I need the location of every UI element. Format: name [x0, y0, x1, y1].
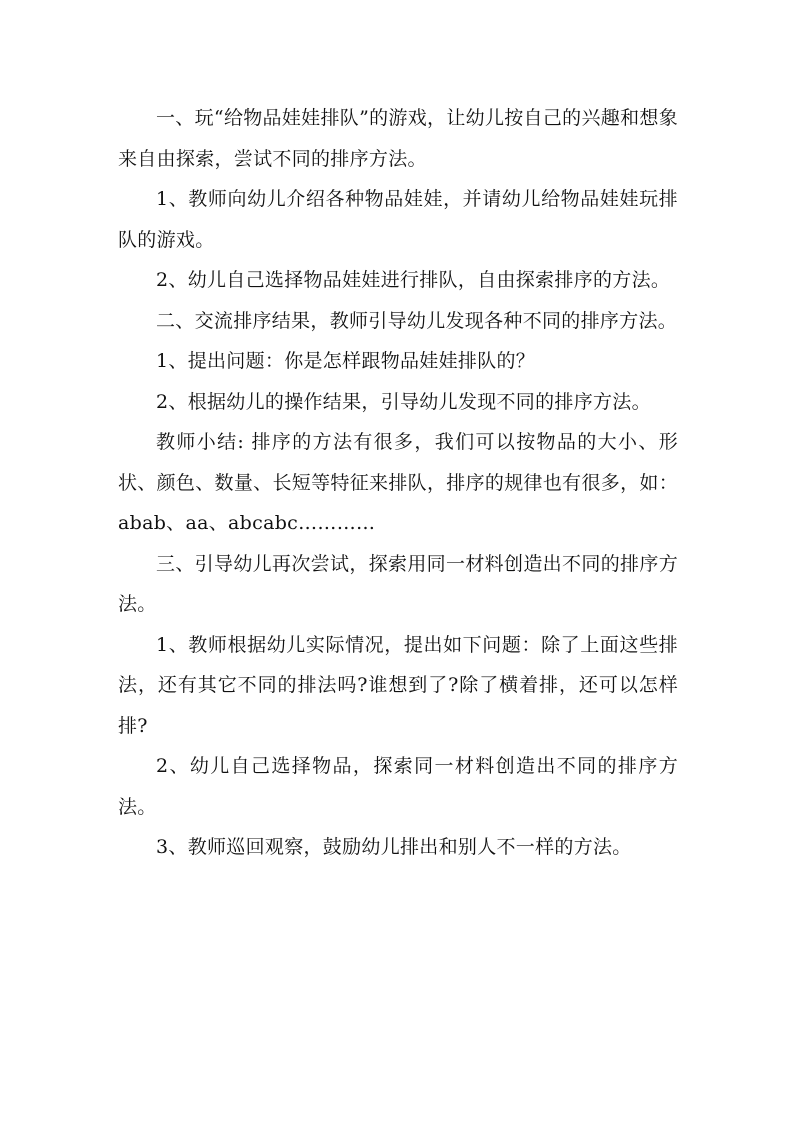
paragraph-teacher-summary: 教师小结: 排序的方法有很多，我们可以按物品的大小、形状、颜色、数量、长短等特征来排队，排序的规律也有很多，如：abab、aa、abcabc………… — [118, 431, 678, 534]
paragraph-step-2-2: 2、根据幼儿的操作结果，引导幼儿发现不同的排序方法。 — [156, 390, 651, 413]
paragraph-step-3-1: 1、教师根据幼儿实际情况，提出如下问题：除了上面这些排法，还有其它不同的排法吗?谁想到了?除了横着排，还可以怎样排? — [118, 633, 678, 737]
document-body — [118, 98, 678, 868]
paragraph-step-3-2: 2、幼儿自己选择物品，探索同一材料创造出不同的排序方法。 — [118, 755, 678, 818]
paragraph-activity-two: 二、交流排序结果，教师引导幼儿发现各种不同的排序方法。 — [156, 309, 678, 332]
paragraph-step-1-1: 1、教师向幼儿介绍各种物品娃娃，并请幼儿给物品娃娃玩排队的游戏。 — [118, 188, 678, 251]
paragraph-step-3-3: 3、教师巡回观察，鼓励幼儿排出和别人不一样的方法。 — [156, 836, 632, 858]
paragraph-step-1-2: 2、幼儿自己选择物品娃娃进行排队，自由探索排序的方法。 — [156, 269, 671, 291]
paragraph-step-2-1: 1、提出问题：你是怎样跟物品娃娃排队的？ — [156, 350, 536, 372]
paragraph-activity-one: 一、玩“给物品娃娃排队”的游戏，让幼儿按自己的兴趣和想象来自由探索，尝试不同的排序方法。 — [118, 107, 678, 170]
paragraph-activity-three: 三、引导幼儿再次尝试，探索用同一材料创造出不同的排序方法。 — [118, 552, 678, 615]
